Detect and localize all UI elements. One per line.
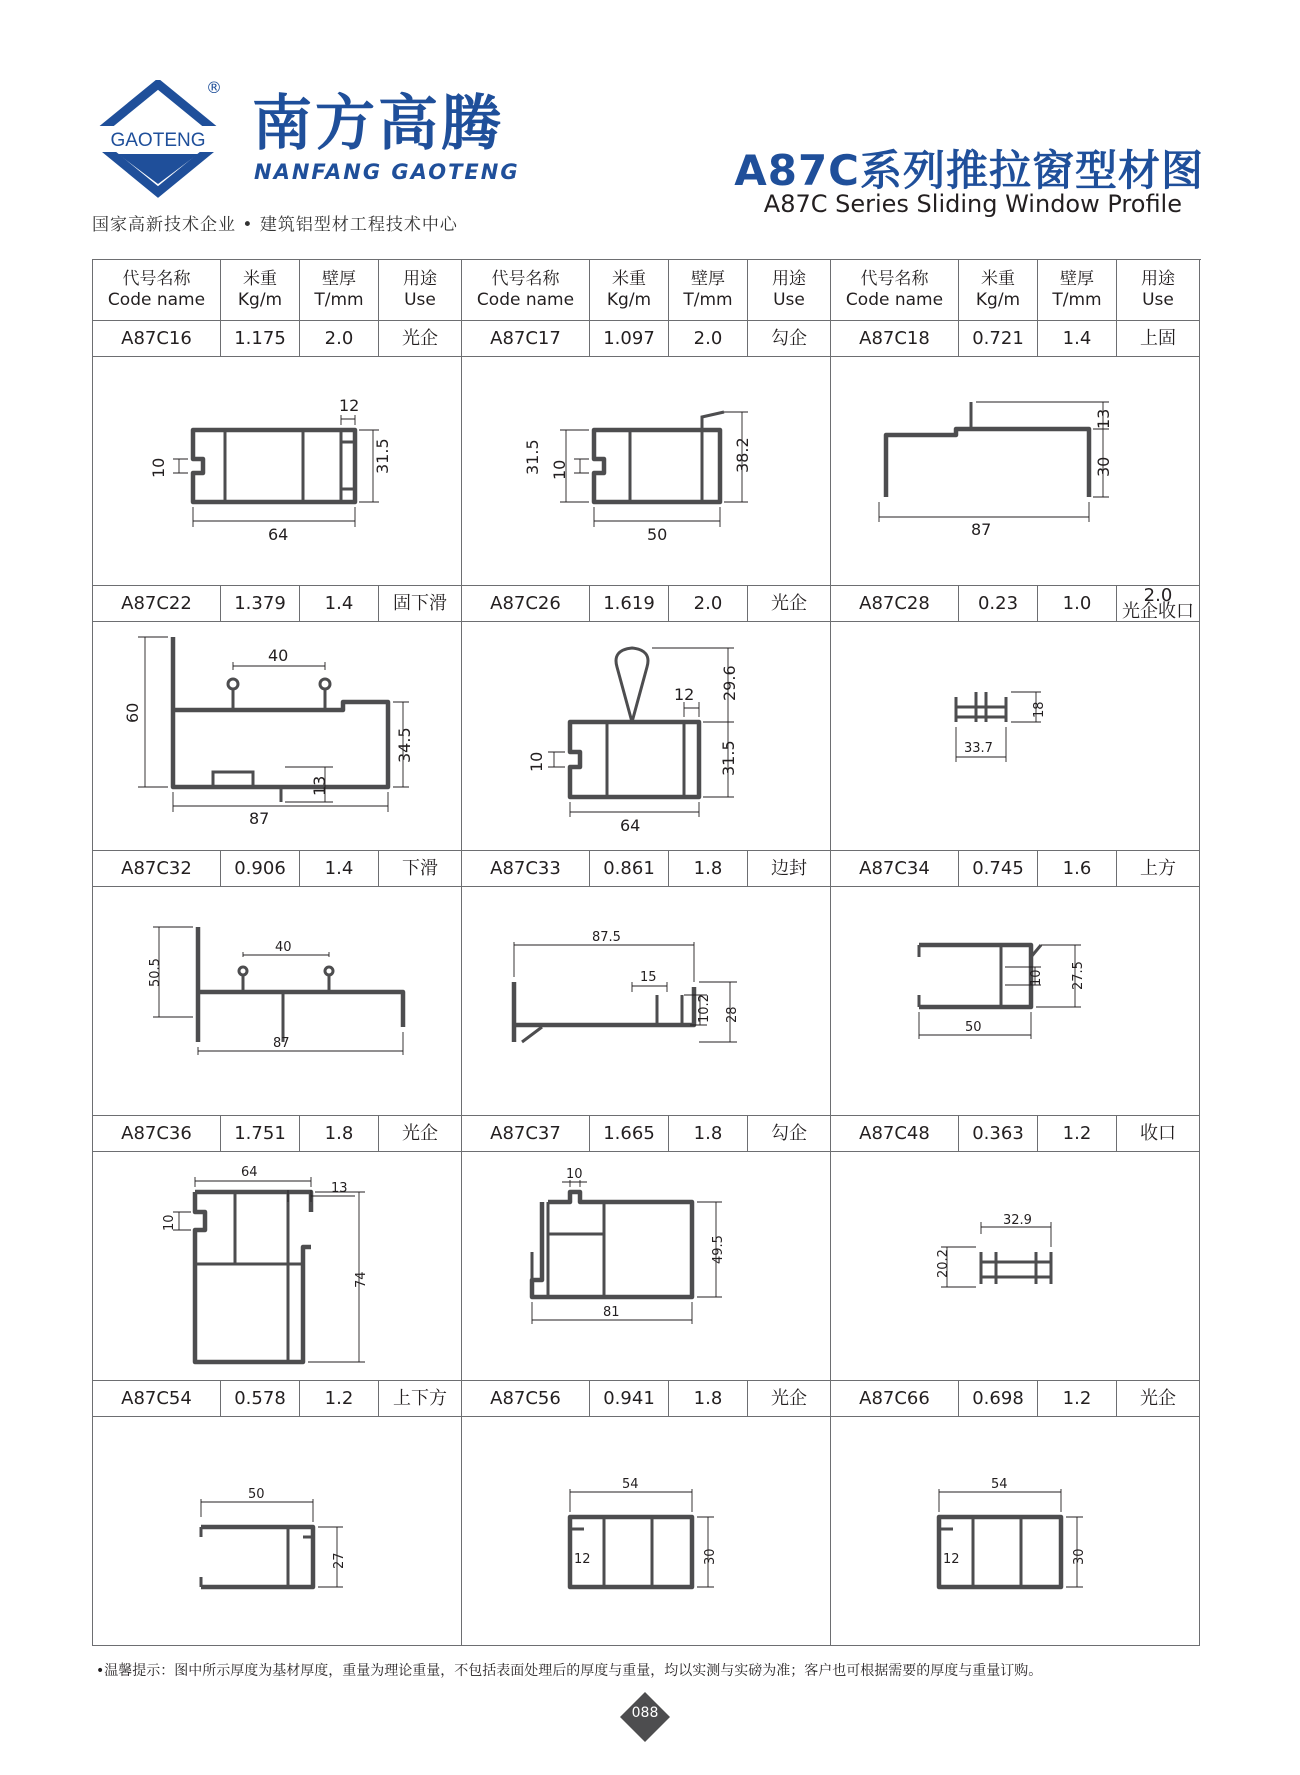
profile-data-row (93, 1116, 1201, 1152)
profile-code: A87C37 (462, 1116, 590, 1152)
profile-drawing-a87c33 (462, 887, 831, 1116)
svg-text:64: 64 (241, 1165, 258, 1180)
profile-thickness: 1.6 (1038, 851, 1117, 887)
svg-text:27.5: 27.5 (1071, 961, 1086, 990)
profile-thickness: 1.8 (669, 851, 748, 887)
footer-note: •温馨提示：图中所示厚度为基材厚度，重量为理论重量，不包括表面处理后的厚度与重量，均以实测与实磅为准；客户也可根据需要的厚度与重量订购。 (96, 1663, 1043, 1679)
profile-weight: 0.906 (221, 851, 300, 887)
svg-text:38.2: 38.2 (733, 437, 752, 473)
profile-use: 上下方 (379, 1381, 462, 1417)
profile-weight: 1.665 (590, 1116, 669, 1152)
registered-mark: ® (206, 78, 222, 97)
svg-text:64: 64 (268, 525, 289, 544)
svg-text:10: 10 (162, 1214, 177, 1231)
profile-drawing-a87c22 (93, 622, 462, 851)
profile-use: 勾企 (748, 1116, 831, 1152)
page-number: 088 (631, 1705, 659, 1721)
svg-text:13: 13 (1094, 408, 1113, 429)
profile-weight: 0.698 (959, 1381, 1038, 1417)
profile-weight: 0.745 (959, 851, 1038, 887)
svg-text:32.9: 32.9 (1003, 1213, 1032, 1228)
profile-drawing-row (93, 622, 1201, 851)
svg-text:34.5: 34.5 (395, 727, 414, 763)
svg-text:40: 40 (268, 646, 289, 665)
profile-code: A87C22 (93, 586, 221, 622)
svg-text:29.6: 29.6 (720, 665, 739, 701)
svg-text:54: 54 (991, 1477, 1008, 1492)
svg-text:30: 30 (1072, 1548, 1087, 1565)
header-use: 用途 Use (748, 260, 831, 321)
profile-weight: 0.721 (959, 321, 1038, 357)
svg-text:87: 87 (971, 520, 992, 539)
svg-text:12: 12 (943, 1552, 960, 1567)
table-header-row (93, 260, 1201, 321)
profile-use: 光企 (748, 1381, 831, 1417)
svg-text:87: 87 (273, 1036, 290, 1051)
svg-text:87.5: 87.5 (592, 930, 621, 945)
svg-text:50: 50 (965, 1020, 982, 1035)
svg-text:74: 74 (354, 1271, 369, 1288)
profile-weight: 1.379 (221, 586, 300, 622)
profile-use: 光企 (1117, 1381, 1200, 1417)
profile-thickness: 1.8 (300, 1116, 379, 1152)
profile-code: A87C16 (93, 321, 221, 357)
profile-drawing-row (93, 357, 1201, 586)
svg-text:10: 10 (1029, 969, 1044, 986)
profile-code: A87C18 (831, 321, 959, 357)
header-thickness: 壁厚 T/mm (669, 260, 748, 321)
profile-drawing-a87c16 (93, 357, 462, 586)
header-code: 代号名称 Code name (462, 260, 590, 321)
profile-code: A87C56 (462, 1381, 590, 1417)
svg-text:40: 40 (275, 940, 292, 955)
profile-use: 光企 (379, 1116, 462, 1152)
svg-text:15: 15 (640, 970, 657, 985)
svg-text:27: 27 (332, 1552, 347, 1569)
brand-name-en: NANFANG GAOTENG (254, 160, 520, 184)
svg-text:30: 30 (1094, 456, 1113, 477)
profile-drawing-a87c17 (462, 357, 831, 586)
svg-text:49.5: 49.5 (711, 1235, 726, 1264)
profile-drawing-a87c56 (462, 1417, 831, 1646)
profile-drawing-row (93, 1152, 1201, 1381)
profile-use: 边封 (748, 851, 831, 887)
profile-data-row (93, 1381, 1201, 1417)
profile-use: 光企 (748, 586, 831, 622)
svg-text:10: 10 (566, 1167, 583, 1182)
profile-code: A87C33 (462, 851, 590, 887)
header-weight: 米重 Kg/m (590, 260, 669, 321)
profile-thickness: 1.2 (1038, 1116, 1117, 1152)
profile-drawing-a87c32 (93, 887, 462, 1116)
svg-text:13: 13 (310, 775, 329, 796)
profile-use: 光企 (379, 321, 462, 357)
profile-thickness: 2.0 (669, 586, 748, 622)
header-code: 代号名称 Code name (831, 260, 959, 321)
svg-text:50.5: 50.5 (148, 958, 163, 987)
profile-code: A87C66 (831, 1381, 959, 1417)
logo-text: GAOTENG (110, 130, 206, 151)
svg-text:10: 10 (527, 751, 546, 772)
svg-text:30: 30 (703, 1548, 718, 1565)
profile-table (92, 259, 1201, 1646)
profile-thickness: 1.2 (1038, 1381, 1117, 1417)
profile-drawing-a87c18 (831, 357, 1200, 586)
profile-code: A87C54 (93, 1381, 221, 1417)
profile-weight: 0.941 (590, 1381, 669, 1417)
svg-text:54: 54 (622, 1477, 639, 1492)
page-title-cn: A87C系列推拉窗型材图 (734, 146, 1204, 195)
brand-name-cn: 南方高腾 (252, 89, 504, 159)
svg-text:64: 64 (620, 816, 641, 835)
profile-use: 收口 (1117, 1116, 1200, 1152)
profile-data-row (93, 586, 1201, 622)
company-tagline: 国家高新技术企业 • 建筑铝型材工程技术中心 (92, 215, 458, 235)
header-use: 用途 Use (1117, 260, 1200, 321)
header-thickness: 壁厚 T/mm (300, 260, 379, 321)
svg-text:12: 12 (339, 396, 360, 415)
profile-drawing-row (93, 887, 1201, 1116)
profile-use: 勾企 (748, 321, 831, 357)
svg-text:10.2: 10.2 (697, 994, 712, 1023)
profile-drawing-a87c48 (831, 1152, 1200, 1381)
profile-code: A87C34 (831, 851, 959, 887)
profile-thickness: 1.8 (669, 1381, 748, 1417)
svg-text:18: 18 (1032, 701, 1047, 718)
svg-text:33.7: 33.7 (964, 741, 993, 756)
profile-drawing-a87c26 (462, 622, 831, 851)
header-weight: 米重 Kg/m (959, 260, 1038, 321)
profile-drawing-a87c34 (831, 887, 1200, 1116)
svg-text:50: 50 (248, 1487, 265, 1502)
profile-use: 固下滑 (379, 586, 462, 622)
profile-drawing-a87c37 (462, 1152, 831, 1381)
profile-drawing-row (93, 1417, 1201, 1646)
header-thickness: 壁厚 T/mm (1038, 260, 1117, 321)
profile-use: 上方 (1117, 851, 1200, 887)
profile-weight: 0.578 (221, 1381, 300, 1417)
profile-weight: 0.861 (590, 851, 669, 887)
profile-code: A87C32 (93, 851, 221, 887)
profile-use: 下滑 (379, 851, 462, 887)
profile-data-row (93, 851, 1201, 887)
profile-use: 上固 (1117, 321, 1200, 357)
profile-drawing-a87c36 (93, 1152, 462, 1381)
svg-text:10: 10 (149, 457, 168, 478)
profile-code: A87C48 (831, 1116, 959, 1152)
profile-weight: 1.175 (221, 321, 300, 357)
svg-text:13: 13 (331, 1181, 348, 1196)
profile-thickness: 1.0 (1038, 586, 1117, 622)
profile-drawing-a87c66 (831, 1417, 1200, 1646)
page-title-en: A87C Series Sliding Window Profile (763, 190, 1182, 218)
svg-text:50: 50 (647, 525, 668, 544)
profile-code: A87C36 (93, 1116, 221, 1152)
profile-thickness: 2.0 (300, 321, 379, 357)
svg-text:31.5: 31.5 (523, 439, 542, 475)
svg-text:20.2: 20.2 (936, 1249, 951, 1278)
profile-weight: 1.751 (221, 1116, 300, 1152)
profile-thickness: 1.2 (300, 1381, 379, 1417)
profile-thickness: 1.4 (1038, 321, 1117, 357)
profile-drawing-a87c54 (93, 1417, 462, 1646)
profile-thickness: 1.4 (300, 586, 379, 622)
svg-text:31.5: 31.5 (373, 438, 392, 474)
profile-drawing-a87c28 (831, 622, 1200, 851)
svg-text:12: 12 (574, 1552, 591, 1567)
profile-data-row (93, 321, 1201, 357)
svg-text:28: 28 (725, 1006, 740, 1023)
profile-thickness: 1.4 (300, 851, 379, 887)
profile-weight: 1.097 (590, 321, 669, 357)
svg-text:12: 12 (674, 685, 695, 704)
svg-text:31.5: 31.5 (719, 740, 738, 776)
profile-use: 2.0 光企收口 (1117, 586, 1200, 622)
header-weight: 米重 Kg/m (221, 260, 300, 321)
profile-weight: 0.23 (959, 586, 1038, 622)
svg-text:87: 87 (249, 809, 270, 828)
profile-code: A87C17 (462, 321, 590, 357)
profile-weight: 0.363 (959, 1116, 1038, 1152)
svg-text:60: 60 (123, 702, 142, 723)
svg-text:81: 81 (603, 1305, 620, 1320)
header-code: 代号名称 Code name (93, 260, 221, 321)
svg-text:10: 10 (550, 459, 569, 480)
profile-thickness: 2.0 (669, 321, 748, 357)
profile-weight: 1.619 (590, 586, 669, 622)
gaoteng-logo (88, 80, 228, 200)
profile-code: A87C28 (831, 586, 959, 622)
profile-code: A87C26 (462, 586, 590, 622)
header-use: 用途 Use (379, 260, 462, 321)
profile-thickness: 1.8 (669, 1116, 748, 1152)
